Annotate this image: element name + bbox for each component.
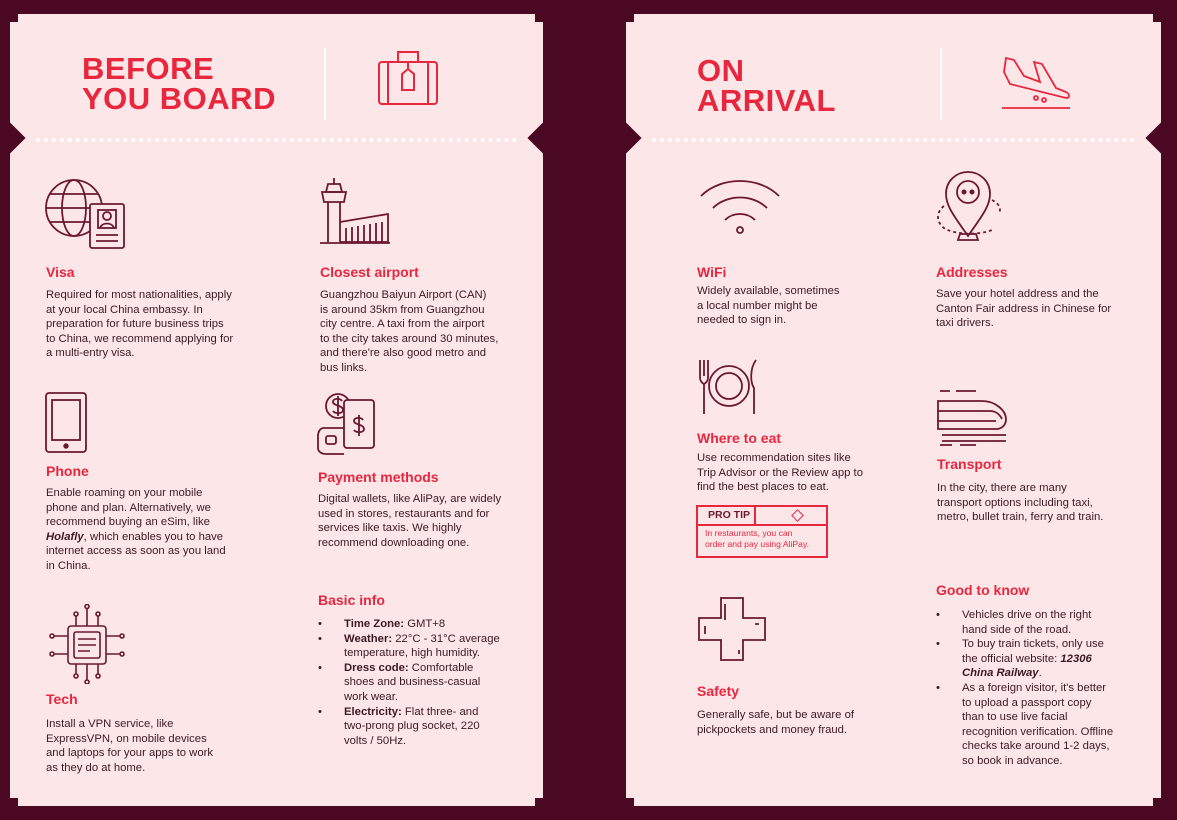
title-divider xyxy=(324,48,326,120)
corner-mark xyxy=(535,798,543,806)
pro-tip-label: PRO TIP xyxy=(708,509,751,521)
panel-notch-right xyxy=(527,122,558,153)
transport-text: In the city, there are many transport options including taxi, metro, bullet train, ferry and train. xyxy=(937,482,1104,524)
payment-text: Digital wallets, like AliPay, are widely used in stores, restaurants and for services like taxis. We highly recommend downloading one. xyxy=(318,493,502,549)
airport-tower-icon xyxy=(318,176,392,246)
safety-text: Generally safe, but be aware of pickpockets and money fraud. xyxy=(697,709,854,736)
wifi-text: Widely available, sometimes a local number might be needed to sign in. xyxy=(697,285,840,327)
corner-mark xyxy=(10,798,18,806)
where-to-eat-heading: Where to eat xyxy=(697,430,782,446)
basic-info-heading: Basic info xyxy=(318,592,385,608)
panel-notch-left xyxy=(0,122,26,153)
page-title: ON ARRIVAL xyxy=(697,53,836,118)
chip-icon xyxy=(44,604,130,684)
list-item: • Electricity: Flat three- and two-prong plug socket, 220 volts / 50Hz. xyxy=(318,705,528,749)
panel-notch-left xyxy=(610,122,641,153)
wifi-icon xyxy=(699,176,781,236)
mobile-payment-icon xyxy=(316,392,380,458)
list-item: • Time Zone: GMT+8 xyxy=(318,617,528,632)
plane-landing-icon xyxy=(1000,54,1072,112)
list-item: • To buy train tickets, only use the official website: 12306 China Railway. xyxy=(936,637,1136,681)
airport-text: Guangzhou Baiyun Airport (CAN) is around 35km from Guangzhou city centre. A taxi from the airport to the city takes around 30 minutes, and there're also good metro and bus links. xyxy=(320,289,499,374)
list-item: • Vehicles drive on the right hand side of the road. xyxy=(936,608,1136,637)
where-to-eat-text: Use recommendation sites like Trip Advisor or the Review app to find the best places to eat. xyxy=(697,452,863,494)
page-title: BEFORE YOU BOARD xyxy=(82,51,276,116)
phone-text: Enable roaming on your mobile phone and plan. Alternatively, we recommend buying an eSim, like Holafly, which enables you to have internet access as soon as you land in China. xyxy=(46,487,226,572)
good-to-know-heading: Good to know xyxy=(936,582,1030,598)
list-item: • Weather: 22°C - 31°C average temperature, high humidity. xyxy=(318,632,528,661)
pro-tip-separator xyxy=(754,507,756,524)
phone-heading: Phone xyxy=(46,463,89,479)
tech-heading: Tech xyxy=(46,691,78,707)
pro-tip-divider xyxy=(698,524,826,526)
good-to-know-list xyxy=(936,608,1136,769)
list-item: • Dress code: Comfortable shoes and business-casual work wear. xyxy=(318,661,528,705)
before-you-board-panel xyxy=(10,14,543,806)
corner-mark xyxy=(626,14,634,22)
visa-text: Required for most nationalities, apply at your local China embassy. In preparation for future business trips to China, we recommend applying for a multi-entry visa. xyxy=(46,289,234,360)
on-arrival-panel xyxy=(626,14,1161,806)
dotted-divider xyxy=(36,138,517,142)
corner-mark xyxy=(1153,14,1161,22)
airport-heading: Closest airport xyxy=(320,264,419,280)
corner-mark xyxy=(535,14,543,22)
corner-mark xyxy=(1153,798,1161,806)
diamond-icon xyxy=(791,509,804,522)
safety-heading: Safety xyxy=(697,683,740,699)
plate-cutlery-icon xyxy=(696,358,762,416)
location-pin-icon xyxy=(934,170,1004,244)
pro-tip-text: In restaurants, you can order and pay using AliPay. xyxy=(705,528,809,549)
smartphone-icon xyxy=(44,392,88,454)
dotted-divider xyxy=(652,138,1135,142)
medical-cross-icon xyxy=(697,596,767,662)
corner-mark xyxy=(626,798,634,806)
pro-tip-box xyxy=(696,505,828,558)
tech-text: Install a VPN service, like ExpressVPN, on mobile devices and laptops for your apps to work as they do at home. xyxy=(46,718,214,774)
visa-heading: Visa xyxy=(46,264,75,280)
title-divider xyxy=(940,48,942,120)
bullet-train-icon xyxy=(936,389,1010,447)
corner-mark xyxy=(10,14,18,22)
panel-notch-right xyxy=(1145,122,1176,153)
wifi-heading: WiFi xyxy=(697,264,727,280)
payment-heading: Payment methods xyxy=(318,469,439,485)
luggage-icon xyxy=(376,48,440,108)
transport-heading: Transport xyxy=(937,456,1002,472)
addresses-heading: Addresses xyxy=(936,264,1008,280)
addresses-text: Save your hotel address and the Canton Fair address in Chinese for taxi drivers. xyxy=(936,288,1112,330)
globe-passport-icon xyxy=(44,178,128,250)
basic-info-list xyxy=(318,617,528,748)
list-item: • As a foreign visitor, it's better to upload a passport copy than to use live facial recognition verification. Offline checks take around 1-2 days, so book in advance. xyxy=(936,681,1136,769)
